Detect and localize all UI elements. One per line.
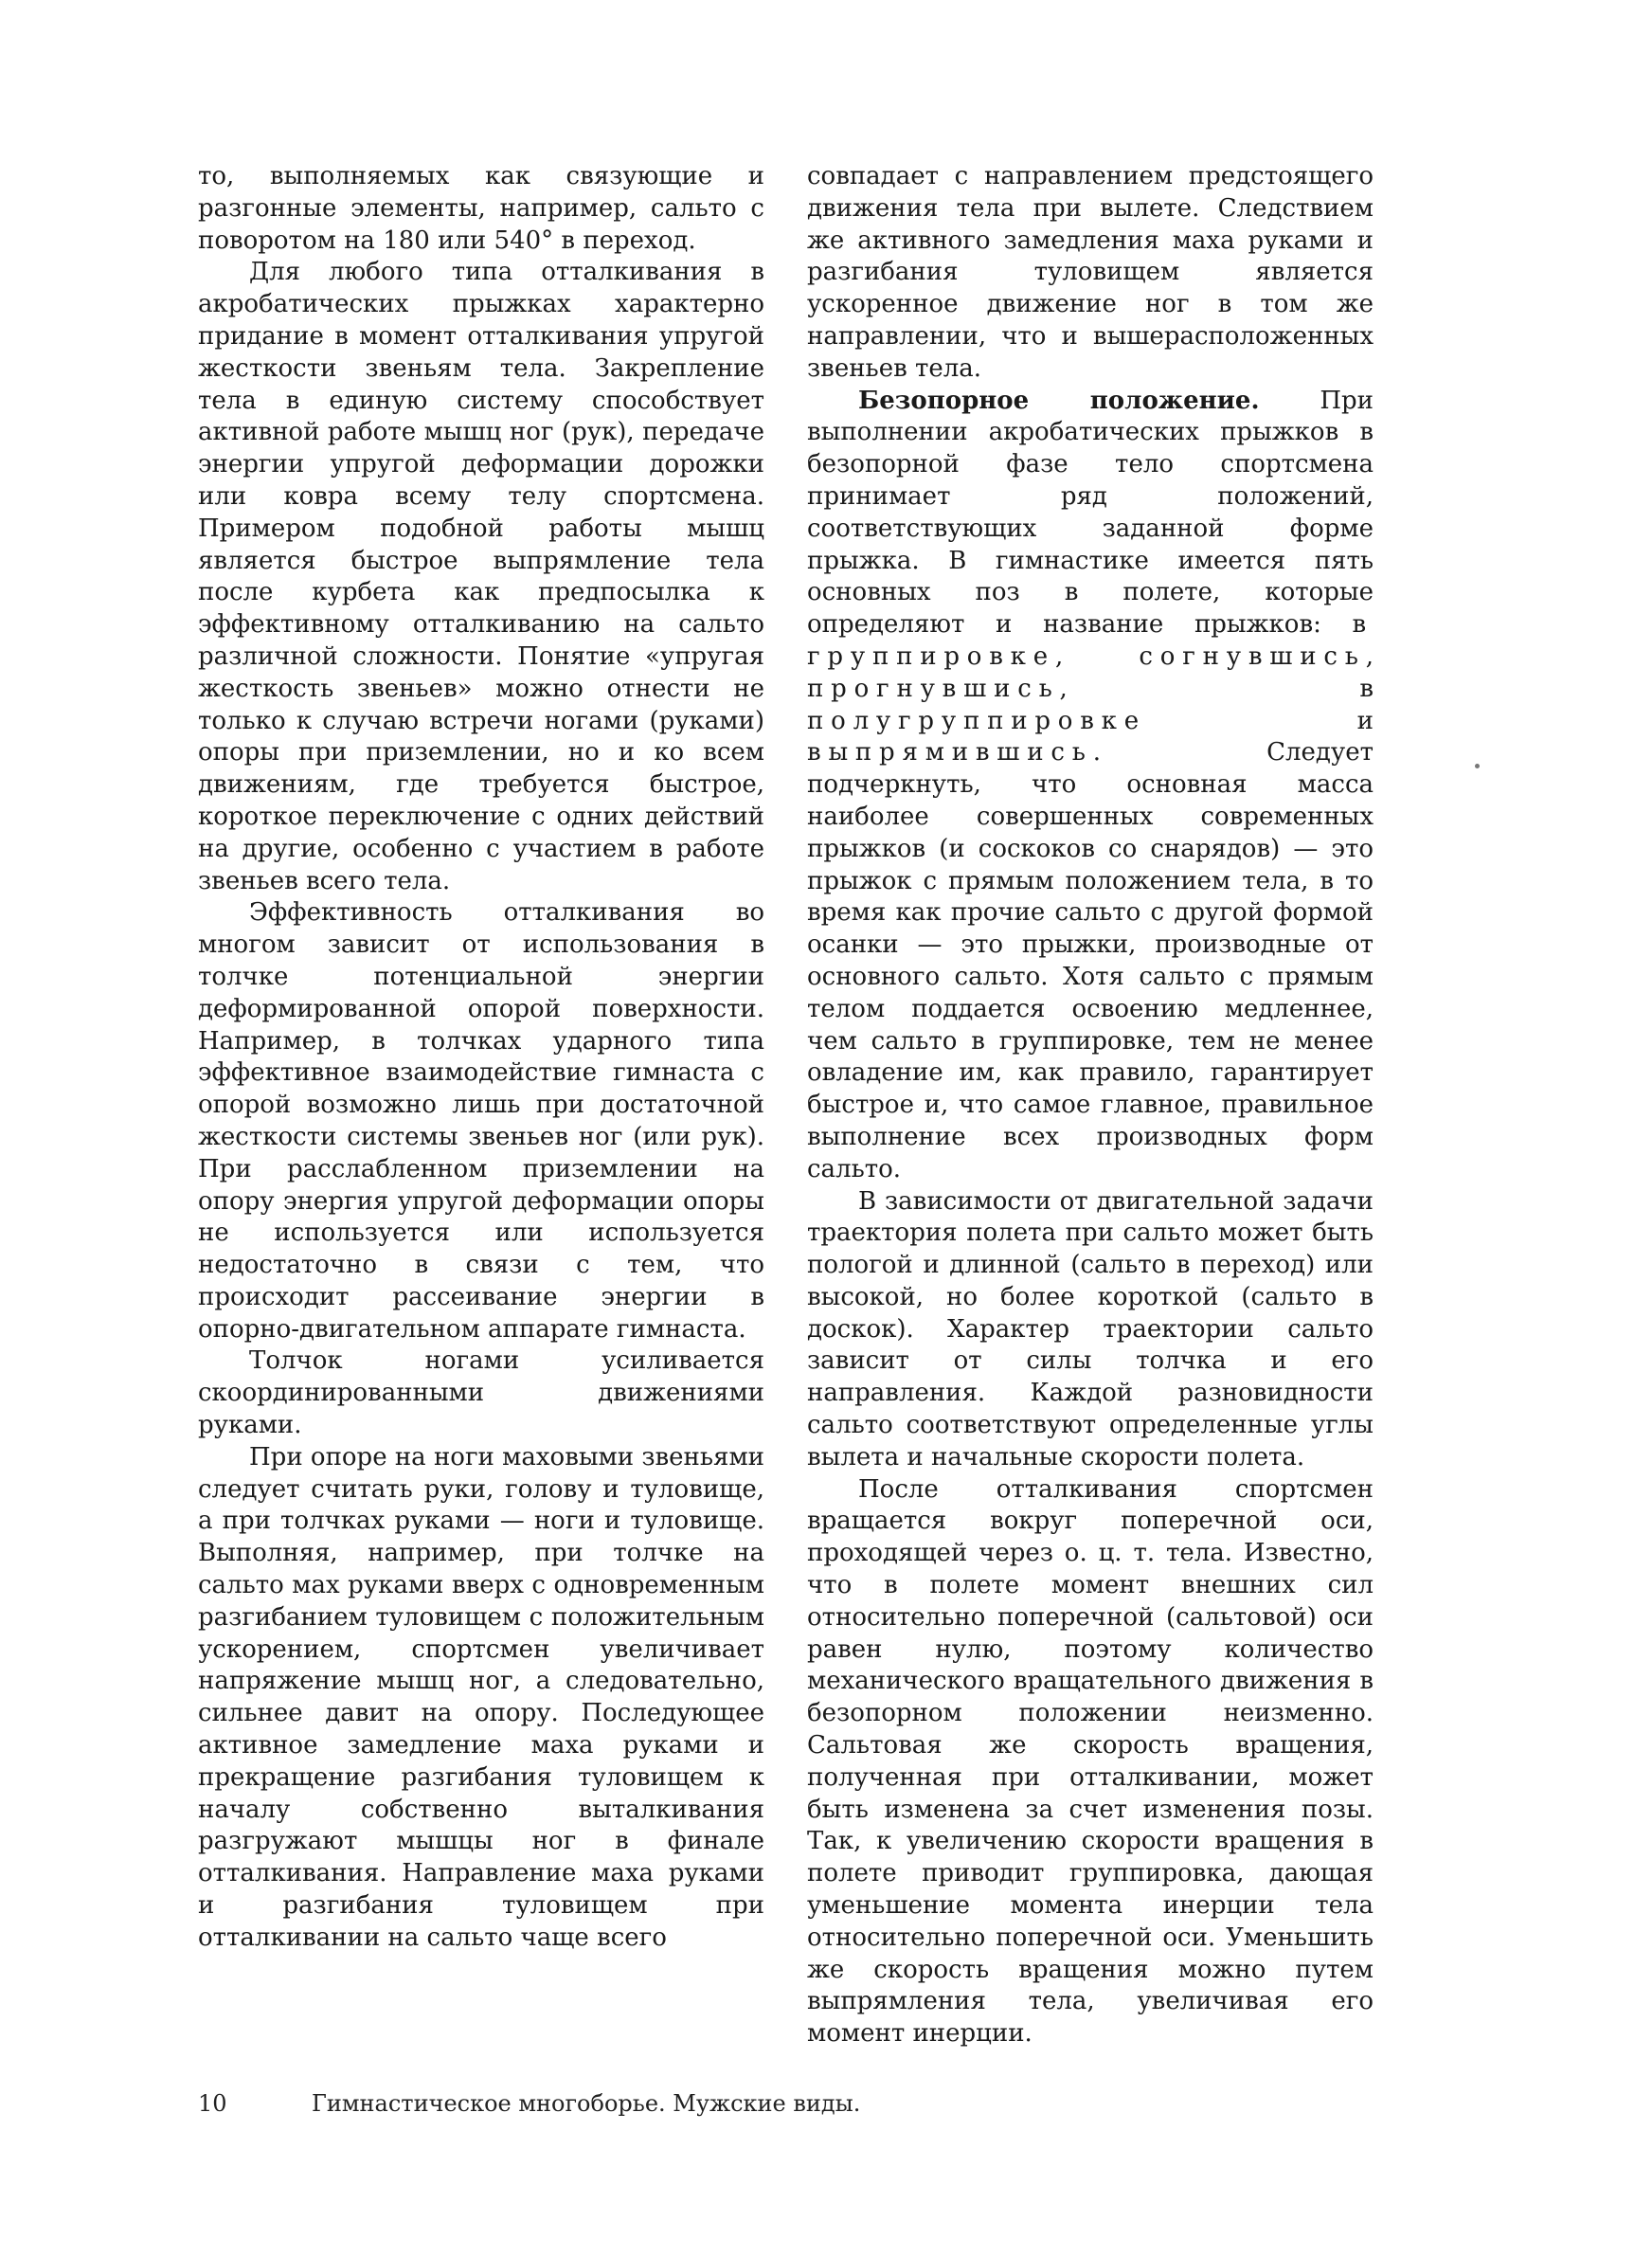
paragraph: После отталкивания спортсмен вращается вокруг поперечной оси, проходящей через о. ц. т. тела. Известно, что в полете момент внешних сил относительно поперечной (сальтовой) оси равен нулю, поэтому количество механического вращательного движения в безопорном положении неизменно. Сальтовая же скорость вращения, полученная при отталкивании, может быть изменена за счет изменения позы. Так, к увеличению скорости вращения в полете приводит группировка, дающая уменьшение момента инерции тела относительно поперечной оси. Уменьшить же скорость вращения можно путем выпрямления тела, увеличивая его момент инерции. bbox=[807, 1474, 1374, 2049]
text-run: . Следует подчеркнуть, что основная масса наиболее совершенных современных прыжков (и соскоков со снарядов) — это прыжок с прямым положением тела, в то время как прочие сальто с другой формой осанки — это прыжки, производные от основного сальто. Хотя сальто с прямым телом поддается освоению медленнее, чем сальто в группировке, тем не менее овладение им, как правило, гарантирует быстрое и, что самое главное, правильное выполнение всех производных форм сальто. bbox=[807, 738, 1374, 1183]
paragraph-flight-positions bbox=[807, 386, 1374, 1186]
running-title: Гимнастическое многоборье. Мужские виды. bbox=[312, 2090, 861, 2117]
print-speck bbox=[1475, 764, 1480, 768]
spaced-term: согнувшись bbox=[1139, 641, 1366, 671]
paragraph: то, выполняемых как связующие и разгонные элементы, например, сальто с поворотом на 180 или 540° в переход. bbox=[198, 162, 764, 255]
spaced-term: в группировке bbox=[807, 610, 1374, 671]
text-run: При выполнении акробатических прыжков в безопорной фазе тело спортсмена принимает ряд положений, соответствующих заданной форме прыжка. В гимнастике имеется пять основных поз в полете, которые определяют и название прыжков: bbox=[807, 386, 1374, 640]
page-number: 10 bbox=[198, 2090, 227, 2117]
page-footer bbox=[198, 2089, 956, 2118]
spaced-term: выпрямившись bbox=[807, 738, 1093, 767]
text-run: , bbox=[1054, 641, 1140, 671]
paragraph: совпадает с направлением предстоящего движения тела при вылете. Следствием же активного замедления маха руками и разгибания туловищем является ускоренное движение ног в том же направлении, что и вышерасположенных звеньев тела. bbox=[807, 162, 1374, 383]
left-text-column bbox=[198, 161, 764, 1955]
spaced-term: полугруппировке bbox=[807, 706, 1146, 735]
section-heading: Безопорное положение. bbox=[858, 386, 1260, 415]
text-run: и bbox=[1145, 706, 1374, 735]
paragraph: При опоре на ноги маховыми звеньями следует считать руки, голову и туловище, а при толчках руками — ноги и туловище. Выполняя, например, при толчке на сальто мах руками вверх с одновременным разгибанием туловищем с положительным ускорением, спортсмен увеличивает напряжение мышц ног, а следовательно, сильнее давит на опору. Последующее активное замедление маха руками и прекращение разгибания туловищем к началу собственно выталкивания разгружают мышцы ног в финале отталкивания. Направление маха руками и разгибания туловищем при отталкивании на сальто чаще всего bbox=[198, 1442, 764, 1952]
right-text-column bbox=[807, 161, 1374, 2050]
paragraph: Для любого типа отталкивания в акробатических прыжках характерно придание в момент отталкивания упругой жесткости звеньям тела. Закрепление тела в единую систему способствует активной работе мышц ног (рук), передаче энергии упругой деформации дорожки или ковра всему телу спортсмена. Примером подобной работы мышц является быстрое выпрямление тела после курбета как предпосылка к эффективному отталкиванию на сальто различной сложности. Понятие «упругая жесткость звеньев» можно отнести не только к случаю встречи ногами (руками) опоры при приземлении, но и ко всем движениям, где требуется быстрое, короткое переключение с одних действий на другие, особенно с участием в работе звеньев всего тела. bbox=[198, 258, 764, 895]
spaced-term: прогнувшись bbox=[807, 674, 1060, 703]
paragraph: В зависимости от двигательной задачи траектория полета при сальто может быть пологой и длинной (сальто в переход) или высокой, но более короткой (сальто в доскок). Характер траектории сальто зависит от силы толчка и его направления. Каждой разновидности сальто соответствуют определенные углы вылета и начальные скорости полета. bbox=[807, 1186, 1374, 1472]
text-run: , в bbox=[1059, 674, 1374, 703]
paragraph: Эффективность отталкивания во многом зависит от использования в толчке потенциальной энергии деформированной опорой поверхности. Например, в толчках ударного типа эффективное взаимодействие гимнаста с опорой возможно лишь при достаточной жесткости системы звеньев ног (или рук). При расслабленном приземлении на опору энергия упругой деформации опоры не используется или используется недостаточно в связи с тем, что происходит рассеивание энергии в опорно-двигательном аппарате гимнаста. bbox=[198, 898, 764, 1344]
paragraph: Толчок ногами усиливается скоординированными движениями руками. bbox=[198, 1346, 764, 1440]
text-run: , bbox=[1365, 641, 1374, 671]
